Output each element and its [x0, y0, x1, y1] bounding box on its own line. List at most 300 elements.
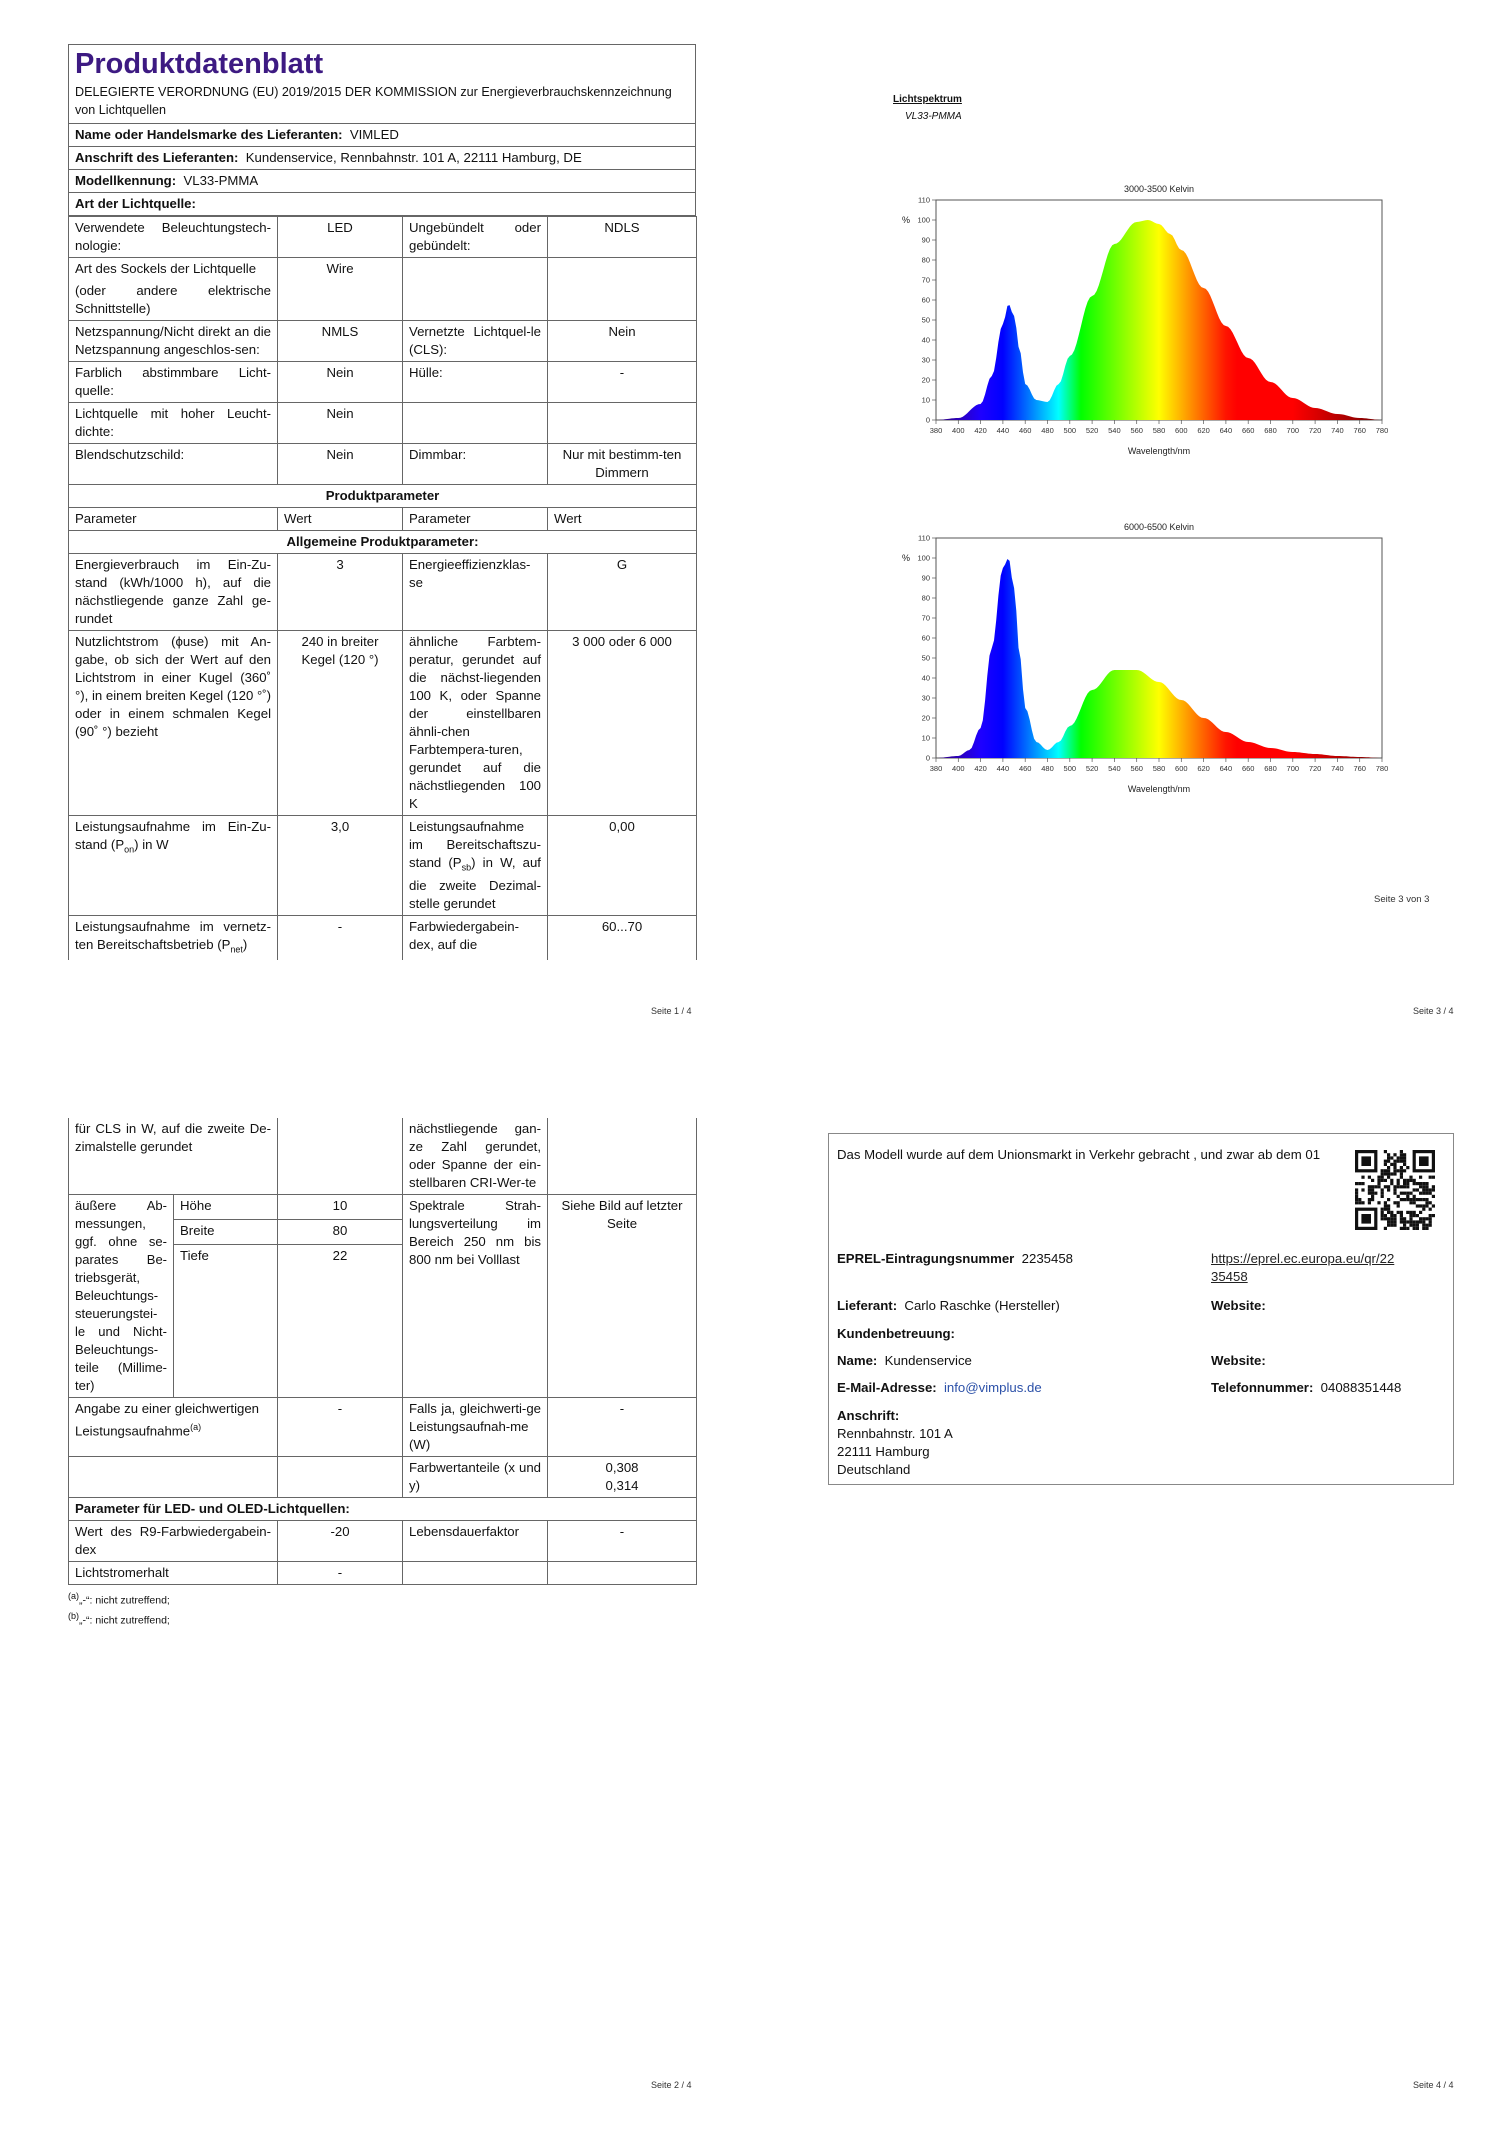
x-tick-label: 380: [929, 764, 943, 773]
qr-module: [1425, 1227, 1428, 1230]
qr-module: [1368, 1185, 1371, 1188]
table-row: [69, 1498, 697, 1521]
qr-module: [1419, 1176, 1422, 1179]
lumen-maintenance-value: -: [278, 1562, 403, 1585]
eprel-url-line2: 35458: [1211, 1269, 1248, 1284]
qr-module: [1358, 1198, 1361, 1201]
table-row: [69, 403, 697, 444]
qr-module: [1416, 1198, 1419, 1201]
y-tick-label: 110: [918, 195, 930, 205]
qr-module: [1403, 1160, 1406, 1163]
tech-value: LED: [278, 217, 403, 258]
chart-svg: [880, 514, 1400, 804]
table-row: [69, 1118, 697, 1195]
x-tick-label: 400: [952, 764, 965, 773]
qr-module: [1413, 1179, 1416, 1182]
qr-code-graphic: [1355, 1150, 1435, 1230]
spectral-label: Spektrale Strah-lungsverteilung im Bereich 250 nm bis 800 nm bei Volllast: [403, 1195, 548, 1398]
qr-module: [1419, 1217, 1422, 1220]
empty-cell: [548, 403, 697, 444]
qr-module: [1387, 1224, 1390, 1227]
qr-module: [1400, 1153, 1403, 1156]
y-tick-label: 100: [917, 215, 930, 225]
qr-module: [1406, 1182, 1409, 1185]
general-params-heading: Allgemeine Produktparameter:: [69, 531, 697, 554]
qr-module: [1390, 1211, 1393, 1214]
qr-module: [1368, 1198, 1371, 1201]
y-tick-label: 60: [921, 295, 930, 305]
table-row: [69, 321, 697, 362]
qr-module: [1422, 1224, 1425, 1227]
x-tick-label: 700: [1286, 426, 1300, 435]
qr-module: [1390, 1220, 1393, 1223]
qr-module: [1422, 1217, 1425, 1220]
qr-module: [1368, 1201, 1371, 1204]
qr-module: [1355, 1195, 1358, 1198]
qr-module: [1390, 1224, 1393, 1227]
chromaticity-label: Farbwertanteile (x und y): [403, 1457, 548, 1498]
qr-module: [1422, 1198, 1425, 1201]
width-value: 80: [278, 1220, 403, 1245]
supplier-name-value: VIMLED: [349, 127, 399, 142]
y-axis-label: %: [901, 215, 911, 225]
x-axis-label: Wavelength/nm: [1127, 784, 1191, 794]
supplier-name-row: [69, 124, 695, 147]
y-axis-label: %: [901, 553, 911, 563]
qr-module: [1413, 1211, 1416, 1214]
pnet-label-text: Leistungsaufnahme im vernetz-ten Bereitschaftsbetrieb (P: [75, 918, 271, 952]
mains-value: NMLS: [278, 321, 403, 362]
qr-module: [1413, 1195, 1416, 1198]
qr-module: [1409, 1220, 1412, 1223]
datasheet-title: Produktdatenblatt: [75, 48, 324, 80]
pnet-label-continued: für CLS in W, auf die zweite De-zimalstelle gerundet: [69, 1118, 278, 1195]
qr-module: [1371, 1198, 1374, 1201]
x-tick-label: 760: [1353, 426, 1366, 435]
qr-module: [1381, 1172, 1384, 1175]
qr-module: [1419, 1211, 1422, 1214]
qr-module: [1400, 1217, 1403, 1220]
qr-module: [1397, 1211, 1400, 1214]
qr-module: [1406, 1185, 1409, 1188]
footnote-a-text: „-“: nicht zutreffend;: [79, 1594, 170, 1607]
x-tick-label: 540: [1108, 426, 1121, 435]
qr-module: [1422, 1182, 1425, 1185]
x-tick-label: 480: [1041, 426, 1054, 435]
qr-module: [1368, 1176, 1371, 1179]
qr-module: [1381, 1169, 1384, 1172]
qr-module: [1419, 1156, 1429, 1166]
qr-module: [1384, 1217, 1387, 1220]
table-row: [69, 258, 697, 321]
x-tick-label: 660: [1241, 764, 1255, 773]
col-header-param: Parameter: [403, 508, 548, 531]
qr-module: [1377, 1201, 1380, 1204]
customer-service-heading: Kundenbetreuung:: [837, 1326, 955, 1341]
cls-label: Vernetzte Lichtquel-le (CLS):: [403, 321, 548, 362]
eec-value: G: [548, 554, 697, 631]
x-tick-label: 420: [974, 764, 987, 773]
qr-module: [1422, 1220, 1425, 1223]
qr-module: [1425, 1224, 1428, 1227]
qr-module: [1422, 1204, 1425, 1207]
qr-module: [1393, 1172, 1396, 1175]
table-row: [69, 217, 697, 258]
qr-module: [1403, 1220, 1406, 1223]
qr-module: [1384, 1204, 1387, 1207]
table-row: [69, 554, 697, 631]
pnet-label-close: ): [242, 936, 248, 952]
glare-label: Blendschutzschild:: [69, 444, 278, 485]
qr-module: [1387, 1198, 1390, 1201]
equivalent-power-value: -: [548, 1398, 697, 1457]
eprel-number: [837, 1250, 1073, 1268]
cri-value: 60...70: [548, 915, 697, 960]
qr-module: [1416, 1182, 1419, 1185]
empty-cell: [548, 1118, 697, 1195]
qr-module: [1384, 1172, 1387, 1175]
y-tick-label: 0: [925, 753, 930, 763]
qr-module: [1355, 1188, 1358, 1191]
chart-title: 6000-6500 Kelvin: [1123, 522, 1195, 532]
qr-module: [1422, 1185, 1425, 1188]
table-row: [69, 444, 697, 485]
qr-module: [1409, 1214, 1412, 1217]
qr-module: [1416, 1188, 1419, 1191]
psb-label-unit: ) in W, auf die zweite Dezimal-stelle gerundet: [409, 855, 541, 911]
qr-module: [1387, 1156, 1390, 1159]
x-tick-label: 640: [1219, 764, 1233, 773]
qr-module: [1371, 1179, 1374, 1182]
lumen-maintenance-label: Lichtstromerhalt: [69, 1562, 278, 1585]
qr-module: [1381, 1179, 1384, 1182]
x-tick-label: 560: [1130, 764, 1143, 773]
qr-module: [1406, 1192, 1409, 1195]
model-row: [69, 170, 695, 193]
qr-module: [1397, 1185, 1400, 1188]
high-luminance-label: Lichtquelle mit hoher Leucht-dichte:: [69, 403, 278, 444]
glare-value: Nein: [278, 444, 403, 485]
table-row: [69, 362, 697, 403]
email-link[interactable]: info@vimplus.de: [944, 1380, 1042, 1395]
qr-module: [1384, 1150, 1387, 1153]
qr-module: [1387, 1160, 1390, 1163]
qr-module: [1397, 1182, 1400, 1185]
qr-module: [1397, 1169, 1400, 1172]
supplier-label: Lieferant:: [837, 1298, 898, 1313]
x-tick-label: 500: [1063, 764, 1077, 773]
qr-module: [1413, 1182, 1416, 1185]
envelope-value: -: [548, 362, 697, 403]
qr-module: [1371, 1192, 1374, 1195]
socket-label-line2: (oder andere elektrische Schnittstelle): [75, 283, 271, 316]
flux-label: Nutzlichtstrom (ϕuse) mit An-gabe, ob sich der Wert auf den Lichtstrom in einer Kugel (360˚ °), in einem breiten Kegel (120 °˚) oder in einem schmalen Kegel (90˚ °) bezieht: [69, 631, 278, 816]
qr-module: [1413, 1224, 1416, 1227]
address-block: [837, 1425, 953, 1479]
qr-module: [1393, 1185, 1396, 1188]
qr-module: [1381, 1211, 1384, 1214]
dimmable-value: Nur mit bestimm-ten Dimmern: [548, 444, 697, 485]
y-tick-label: 40: [921, 335, 930, 345]
qr-module: [1429, 1201, 1432, 1204]
y-tick-label: 100: [917, 553, 930, 563]
qr-module: [1403, 1198, 1406, 1201]
qr-module: [1390, 1182, 1393, 1185]
y-tick-label: 70: [921, 275, 930, 285]
chart-svg: [880, 176, 1400, 466]
x-tick-label: 680: [1264, 426, 1277, 435]
qr-module: [1409, 1224, 1412, 1227]
dimmable-label: Dimmbar:: [403, 444, 548, 485]
qr-module: [1400, 1185, 1403, 1188]
qr-module: [1403, 1153, 1406, 1156]
qr-module: [1425, 1185, 1428, 1188]
x-tick-label: 460: [1018, 764, 1032, 773]
bundled-value: NDLS: [548, 217, 697, 258]
supplier-address-value: Kundenservice, Rennbahnstr. 101 A, 22111 Hamburg, DE: [245, 150, 582, 165]
qr-module: [1377, 1185, 1380, 1188]
qr-module: [1409, 1198, 1412, 1201]
qr-module: [1393, 1224, 1396, 1227]
x-tick-label: 580: [1152, 764, 1166, 773]
pnet-value: -: [278, 915, 403, 960]
qr-module: [1393, 1201, 1396, 1204]
qr-module: [1400, 1169, 1403, 1172]
qr-module: [1384, 1179, 1387, 1182]
qr-module: [1416, 1220, 1419, 1223]
product-table-continued: [68, 1118, 697, 1585]
qr-module: [1384, 1201, 1387, 1204]
socket-label: [69, 258, 278, 321]
cri-label-continued: nächstliegende gan-ze Zahl gerundet, oder Spanne der ein-stellbaren CRI-Wer-te: [403, 1118, 548, 1195]
product-params-heading: Produktparameter: [69, 485, 697, 508]
address-line: 22111 Hamburg: [837, 1444, 930, 1459]
qr-module: [1422, 1227, 1425, 1230]
qr-module: [1403, 1179, 1406, 1182]
qr-module: [1390, 1214, 1393, 1217]
envelope-label: Hülle:: [403, 362, 548, 403]
name-value: Kundenservice: [884, 1353, 972, 1368]
qr-module: [1429, 1176, 1432, 1179]
page-1: [68, 44, 696, 960]
qr-module: [1400, 1198, 1403, 1201]
x-tick-label: 460: [1018, 426, 1032, 435]
qr-module: [1400, 1156, 1403, 1159]
qr-module: [1403, 1156, 1406, 1159]
x-tick-label: 680: [1264, 764, 1277, 773]
equivalent-power-indication-value: -: [278, 1398, 403, 1457]
qr-module: [1413, 1201, 1416, 1204]
table-row: [69, 531, 697, 554]
qr-module: [1409, 1217, 1412, 1220]
qr-module: [1397, 1160, 1400, 1163]
y-tick-label: 70: [921, 613, 930, 623]
eprel-label: EPREL-Eintragungsnummer: [837, 1251, 1015, 1266]
page-2: [68, 1118, 696, 1628]
qr-module: [1400, 1150, 1403, 1153]
y-tick-label: 10: [921, 733, 930, 743]
qr-module: [1432, 1195, 1435, 1198]
r9-value: -20: [278, 1521, 403, 1562]
qr-module: [1425, 1217, 1428, 1220]
qr-module: [1387, 1153, 1390, 1156]
qr-module: [1387, 1217, 1390, 1220]
qr-module: [1400, 1211, 1403, 1214]
qr-module: [1429, 1192, 1432, 1195]
qr-module: [1381, 1208, 1384, 1211]
y-tick-label: 30: [921, 693, 930, 703]
col-header-param: Parameter: [69, 508, 278, 531]
energy-value: 3: [278, 554, 403, 631]
psb-value: 0,00: [548, 816, 697, 916]
qr-module: [1419, 1185, 1422, 1188]
qr-module: [1397, 1204, 1400, 1207]
y-tick-label: 90: [921, 573, 930, 583]
qr-module: [1390, 1163, 1393, 1166]
pon-label-text: Leistungsaufnahme im Ein-Zu-stand (P: [75, 819, 271, 852]
table-row: [69, 1457, 697, 1498]
y-tick-label: 20: [921, 375, 930, 385]
website-label-2: Website:: [1211, 1353, 1266, 1368]
qr-module: [1381, 1195, 1384, 1198]
psb-subscript: sb: [461, 862, 472, 873]
qr-code-icon: [1355, 1150, 1435, 1230]
energy-label: Energieverbrauch im Ein-Zu-stand (kWh/1000 h), auf die nächstliegende ganze Zahl ge-rundet: [69, 554, 278, 631]
qr-module: [1387, 1188, 1390, 1191]
supplier-line: [837, 1297, 1060, 1315]
col-header-value: Wert: [548, 508, 697, 531]
x-tick-label: 720: [1308, 764, 1322, 773]
qr-module: [1406, 1195, 1409, 1198]
qr-module: [1387, 1169, 1390, 1172]
table-row: [69, 631, 697, 816]
qr-module: [1387, 1172, 1390, 1175]
x-tick-label: 540: [1108, 764, 1121, 773]
empty-cell: [548, 1562, 697, 1585]
depth-label: Tiefe: [174, 1245, 278, 1398]
equivalent-power-label: Falls ja, gleichwerti-ge Leistungsaufnah-me (W): [403, 1398, 548, 1457]
qr-module: [1397, 1201, 1400, 1204]
x-tick-label: 780: [1375, 764, 1389, 773]
spectral-value: Siehe Bild auf letzter Seite: [548, 1195, 697, 1398]
qr-module: [1397, 1179, 1400, 1182]
qr-module: [1403, 1185, 1406, 1188]
socket-value: Wire: [278, 258, 403, 321]
eprel-url-line1: https://eprel.ec.europa.eu/qr/22: [1211, 1251, 1395, 1266]
qr-module: [1432, 1204, 1435, 1207]
address-line: Deutschland: [837, 1462, 911, 1477]
led-params-heading: Parameter für LED- und OLED-Lichtquellen:: [69, 1498, 697, 1521]
y-tick-label: 20: [921, 713, 930, 723]
eprel-value: 2235458: [1021, 1251, 1073, 1266]
qr-module: [1400, 1160, 1403, 1163]
qr-module: [1393, 1220, 1396, 1223]
qr-module: [1409, 1201, 1412, 1204]
qr-module: [1422, 1188, 1425, 1191]
qr-module: [1368, 1188, 1371, 1191]
qr-module: [1403, 1227, 1406, 1230]
model-value: VL33-PMMA: [183, 173, 259, 188]
y-tick-label: 60: [921, 633, 930, 643]
qr-module: [1377, 1176, 1380, 1179]
qr-module: [1406, 1179, 1409, 1182]
qr-module: [1397, 1195, 1400, 1198]
qr-module: [1406, 1227, 1409, 1230]
qr-module: [1400, 1214, 1403, 1217]
color-tunable-value: Nein: [278, 362, 403, 403]
qr-module: [1393, 1214, 1396, 1217]
qr-module: [1381, 1176, 1384, 1179]
x-tick-label: 720: [1308, 426, 1322, 435]
phone-value: 04088351448: [1320, 1380, 1402, 1395]
phone-line: [1211, 1379, 1401, 1397]
qr-module: [1387, 1166, 1390, 1169]
chromaticity-y: 0,314: [605, 1478, 639, 1493]
spectrum-chart-warm: [880, 176, 1400, 466]
chromaticity-value: [548, 1457, 697, 1498]
qr-module: [1384, 1227, 1387, 1230]
x-tick-label: 400: [952, 426, 965, 435]
qr-module: [1381, 1192, 1384, 1195]
qr-module: [1422, 1208, 1425, 1211]
x-tick-label: 740: [1331, 426, 1344, 435]
qr-module: [1419, 1182, 1422, 1185]
qr-module: [1429, 1220, 1432, 1223]
table-row: [69, 485, 697, 508]
eprel-url-link[interactable]: [1211, 1250, 1394, 1286]
supplier-name-label: Name oder Handelsmarke des Lieferanten:: [75, 127, 343, 142]
empty-cell: [403, 403, 548, 444]
height-label: Höhe: [174, 1195, 278, 1220]
lifetime-value: -: [548, 1521, 697, 1562]
supplier-value: Carlo Raschke (Hersteller): [904, 1298, 1060, 1313]
pon-label: [69, 816, 278, 916]
y-tick-label: 0: [925, 415, 930, 425]
cct-label: ähnliche Farbtem-peratur, gerundet auf die nächst-liegenden 100 K, oder Spanne der einstellbaren ähnli-chen Farbtempera-turen, gerundet auf die nächstliegenden 100 K: [403, 631, 548, 816]
qr-module: [1403, 1169, 1406, 1172]
y-tick-label: 50: [921, 315, 930, 325]
qr-module: [1429, 1208, 1432, 1211]
address-line: Rennbahnstr. 101 A: [837, 1426, 953, 1441]
qr-module: [1384, 1185, 1387, 1188]
supplier-address-label: Anschrift des Lieferanten:: [75, 150, 239, 165]
qr-module: [1409, 1176, 1412, 1179]
y-tick-label: 90: [921, 235, 930, 245]
x-tick-label: 420: [974, 426, 987, 435]
footnote-b-text: „-“: nicht zutreffend;: [79, 1614, 170, 1626]
qr-module: [1361, 1182, 1364, 1185]
y-tick-label: 80: [921, 593, 930, 603]
qr-module: [1387, 1176, 1390, 1179]
name-label: Name:: [837, 1353, 878, 1368]
x-tick-label: 480: [1041, 764, 1054, 773]
lifetime-label: Lebensdauerfaktor: [403, 1521, 548, 1562]
x-tick-label: 380: [929, 426, 943, 435]
qr-module: [1403, 1217, 1406, 1220]
qr-module: [1403, 1192, 1406, 1195]
empty-cell: [403, 1562, 548, 1585]
qr-module: [1361, 1176, 1364, 1179]
qr-module: [1358, 1201, 1361, 1204]
qr-module: [1387, 1211, 1390, 1214]
qr-module: [1413, 1227, 1416, 1230]
table-row: [69, 1521, 697, 1562]
qr-module: [1387, 1220, 1390, 1223]
qr-module: [1387, 1204, 1390, 1207]
spectrum-heading: Lichtspektrum: [893, 94, 962, 105]
qr-module: [1393, 1153, 1396, 1156]
qr-module: [1393, 1217, 1396, 1220]
